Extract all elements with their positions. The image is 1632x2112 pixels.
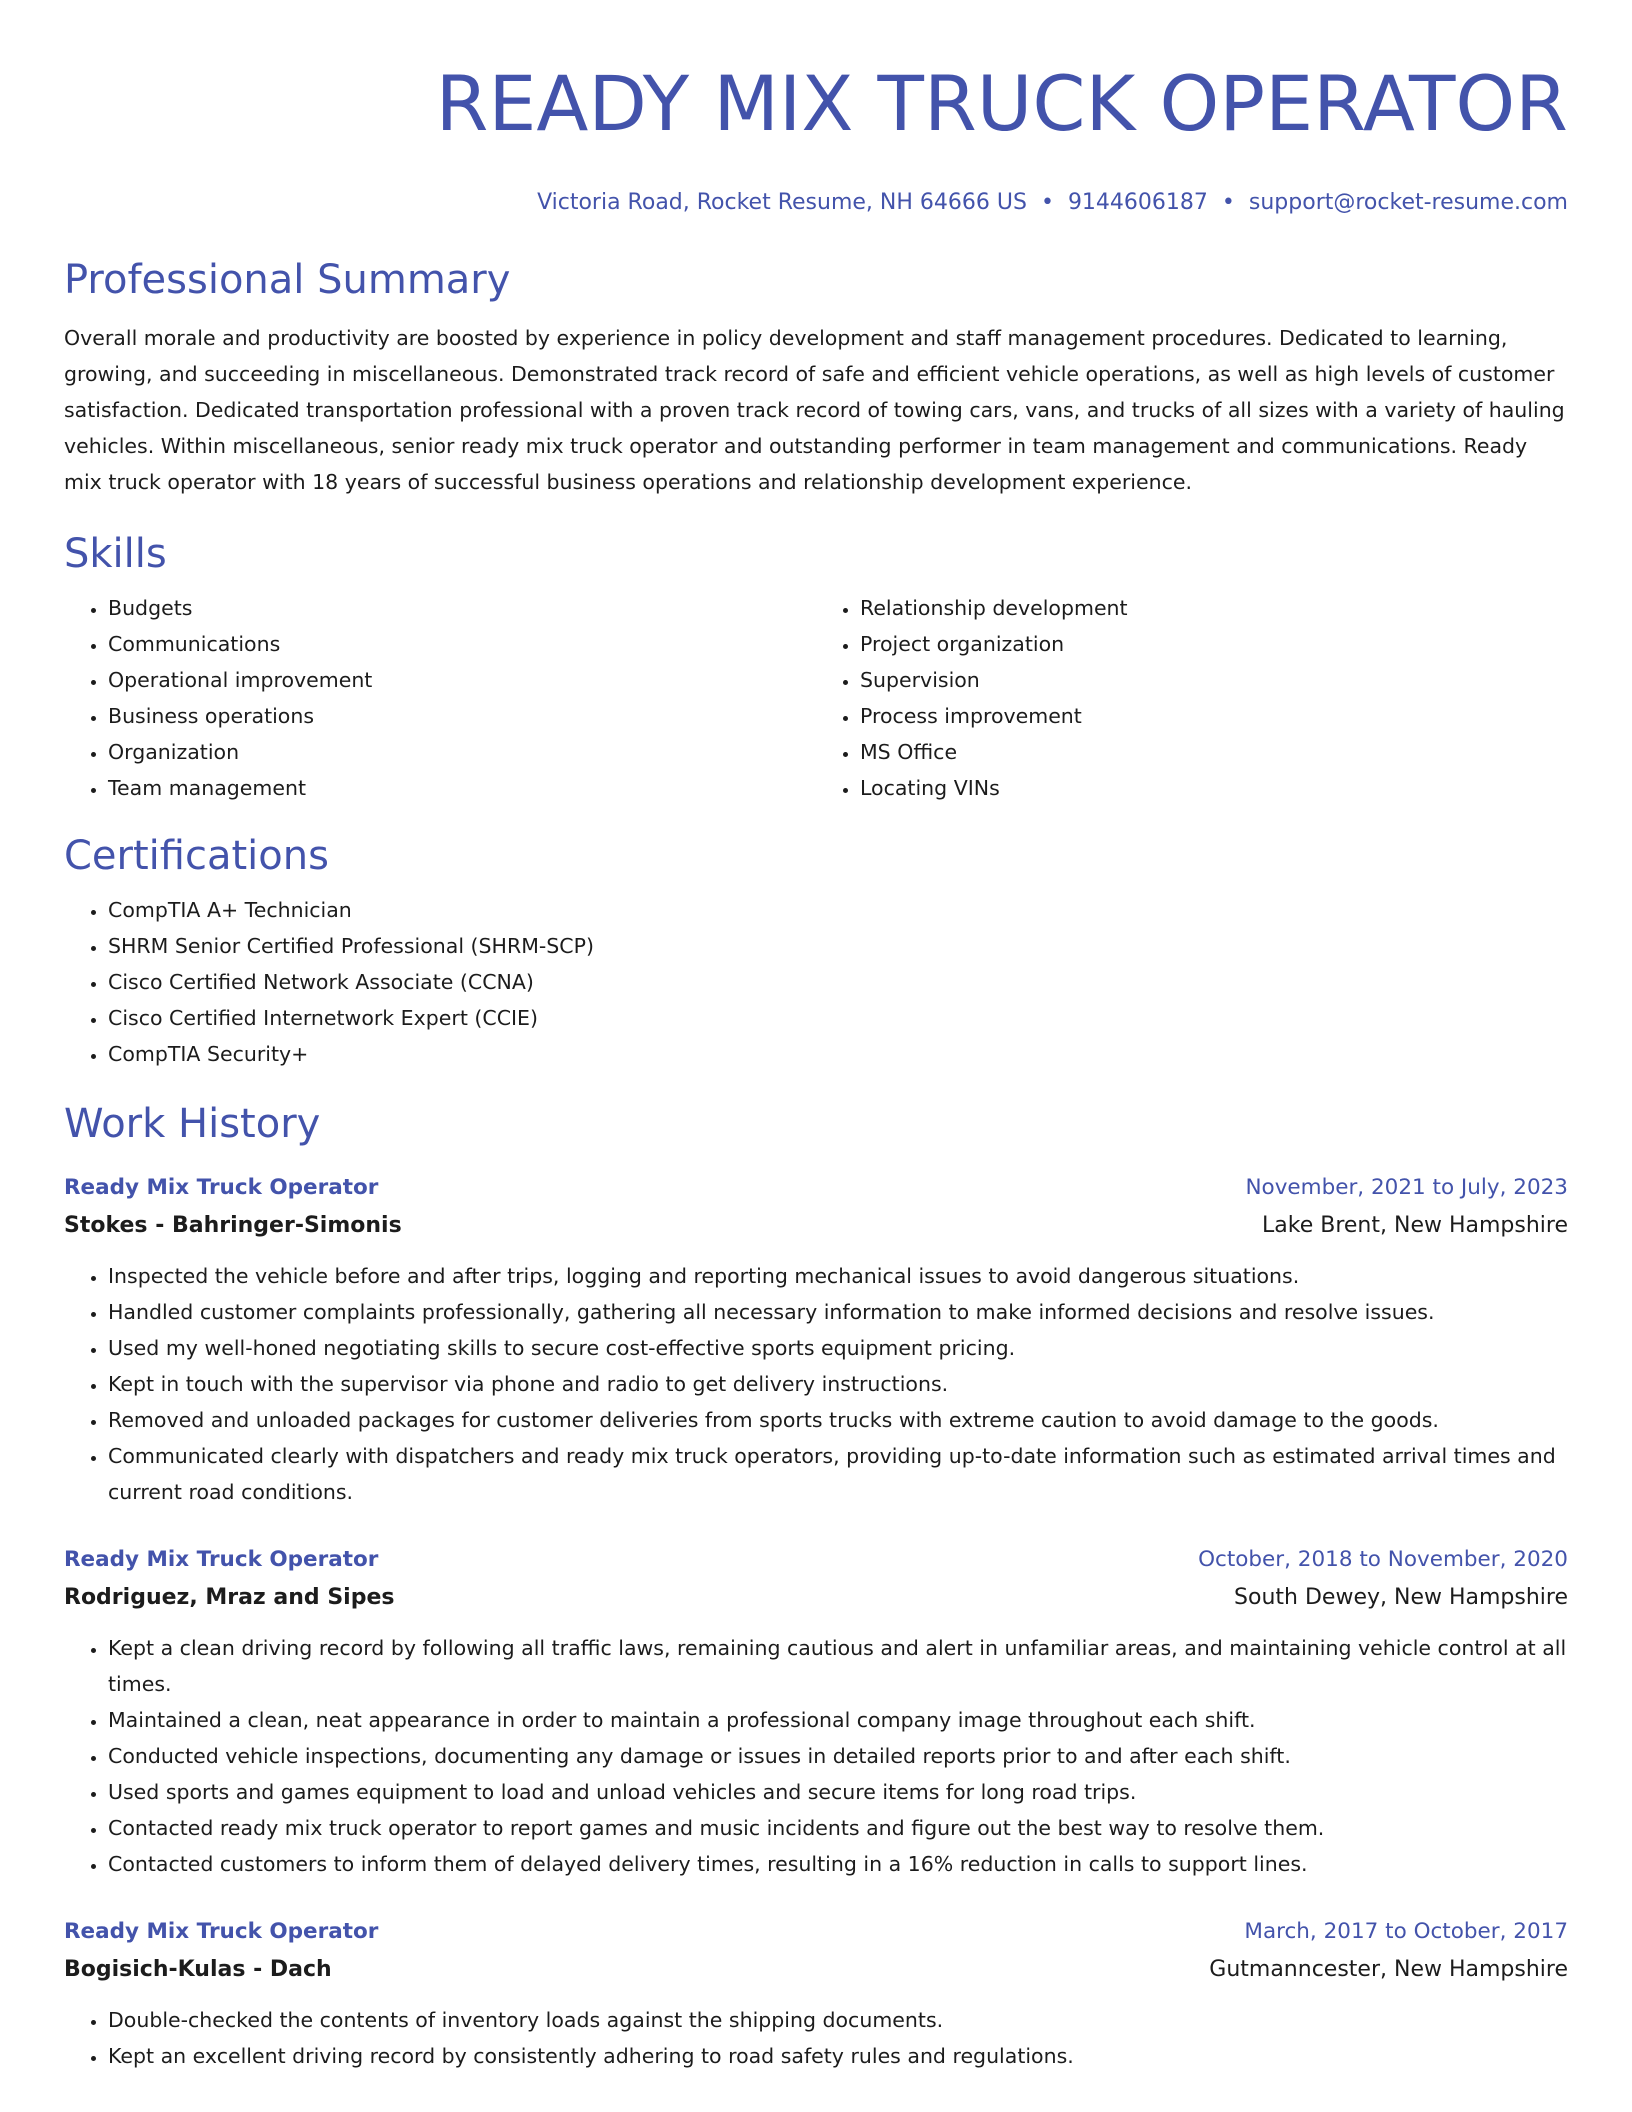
job-bullet: • Kept a clean driving record by following all traffic laws, remaining cautious and alert in unfamiliar areas, and maintaining vehicle control at all times. [108,1630,1568,1702]
job-bullet: • Conducted vehicle inspections, documenting any damage or issues in detailed reports prior to and after each shift. [108,1738,1568,1774]
skill-item: • Business operations [108,698,816,734]
job-title: Ready Mix Truck Operator [64,1547,379,1572]
job-title: Ready Mix Truck Operator [64,1919,379,1944]
job-company-row [64,1950,1568,1990]
contact-separator: • [1221,190,1235,215]
certification-item: • SHRM Senior Certified Professional (SHRM-SCP) [108,928,1568,964]
certification-item: • CompTIA Security+ [108,1036,1568,1072]
skill-item: • Organization [108,734,816,770]
certification-item: • Cisco Certified Network Associate (CCNA) [108,964,1568,1000]
skill-item: • Relationship development [860,590,1568,626]
contact-separator: • [1040,190,1054,215]
job-header-row [64,1914,1568,1950]
job-company: Bogisich-Kulas - Dach [64,1957,332,1982]
summary-text: Overall morale and productivity are boosted by experience in policy development and staff management procedures. Dedicated to learning, growing, and succeeding in miscellaneous. Demonstrated track record of safe and efficient vehicle operations, as well as high levels of customer satisfaction. Dedicated transportation professional with a proven track record of towing cars, vans, and trucks of all sizes with a variety of hauling vehicles. Within miscellaneous, senior ready mix truck operator and outstanding performer in team management and communications. Ready mix truck operator with 18 years of successful business operations and relationship development experience. [64,326,1565,494]
work-history-heading: Work History [64,1101,321,1147]
job-entry [64,1170,1568,1510]
job-dates: October, 2018 to November, 2020 [1198,1547,1568,1572]
contact-line [64,188,1568,218]
job-dates: March, 2017 to October, 2017 [1244,1919,1568,1944]
skill-item: • Project organization [860,626,1568,662]
job-bullet: • Used my well-honed negotiating skills to secure cost-effective sports equipment pricing. [108,1330,1568,1366]
job-entry [64,1914,1568,2074]
skill-item: • Process improvement [860,698,1568,734]
job-bullet: • Inspected the vehicle before and after trips, logging and reporting mechanical issues to avoid dangerous situations. [108,1258,1568,1294]
skill-item: • Operational improvement [108,662,816,698]
skill-item: • Team management [108,770,816,806]
job-bullet: • Double-checked the contents of inventory loads against the shipping documents. [108,2002,1568,2038]
job-bullets [64,1630,1568,1882]
certification-item: • Cisco Certified Internetwork Expert (CCIE) [108,1000,1568,1036]
contact-email[interactable]: support@rocket-resume.com [1248,190,1568,215]
contact-phone[interactable]: 9144606187 [1067,190,1208,215]
job-bullet: • Maintained a clean, neat appearance in order to maintain a professional company image throughout each shift. [108,1702,1568,1738]
job-location: South Dewey, New Hampshire [1234,1585,1568,1610]
summary-heading: Professional Summary [64,257,511,303]
certification-item: • CompTIA A+ Technician [108,892,1568,928]
job-bullet: • Contacted ready mix truck operator to report games and music incidents and figure out the best way to resolve them. [108,1810,1568,1846]
job-bullets [64,1258,1568,1510]
skill-item: • Communications [108,626,816,662]
skills-column-right [816,590,1568,806]
job-bullet: • Communicated clearly with dispatchers and ready mix truck operators, providing up-to-date information such as estimated arrival times and current road conditions. [108,1438,1568,1510]
job-header-row [64,1542,1568,1578]
skills-column-left [64,590,816,806]
job-bullet: • Kept in touch with the supervisor via phone and radio to get delivery instructions. [108,1366,1568,1402]
job-bullet: • Contacted customers to inform them of delayed delivery times, resulting in a 16% reduction in calls to support lines. [108,1846,1568,1882]
job-company: Stokes - Bahringer-Simonis [64,1213,402,1238]
job-entry [64,1542,1568,1882]
skill-item: • MS Office [860,734,1568,770]
job-location: Gutmanncester, New Hampshire [1209,1957,1568,1982]
job-bullet: • Handled customer complaints professionally, gathering all necessary information to make informed decisions and resolve issues. [108,1294,1568,1330]
certifications-heading: Certifications [64,833,329,879]
skill-item: • Locating VINs [860,770,1568,806]
resume-page [64,0,1568,2074]
job-bullet: • Removed and unloaded packages for customer deliveries from sports trucks with extreme caution to avoid damage to the goods. [108,1402,1568,1438]
skills-heading: Skills [64,531,167,577]
job-title: Ready Mix Truck Operator [64,1175,379,1200]
certifications-list [64,892,1568,1072]
job-company-row [64,1206,1568,1246]
job-bullet: • Kept an excellent driving record by consistently adhering to road safety rules and regulations. [108,2038,1568,2074]
resume-name: READY MIX TRUCK OPERATOR [435,59,1568,148]
contact-address: Victoria Road, Rocket Resume, NH 64666 US [537,190,1027,215]
job-company-row [64,1578,1568,1618]
job-header-row [64,1170,1568,1206]
job-company: Rodriguez, Mraz and Sipes [64,1585,395,1610]
job-bullet: • Used sports and games equipment to load and unload vehicles and secure items for long road trips. [108,1774,1568,1810]
job-bullets [64,2002,1568,2074]
job-location: Lake Brent, New Hampshire [1262,1213,1568,1238]
job-dates: November, 2021 to July, 2023 [1245,1175,1568,1200]
skill-item: • Budgets [108,590,816,626]
skills-list [64,590,1568,806]
skill-item: • Supervision [860,662,1568,698]
